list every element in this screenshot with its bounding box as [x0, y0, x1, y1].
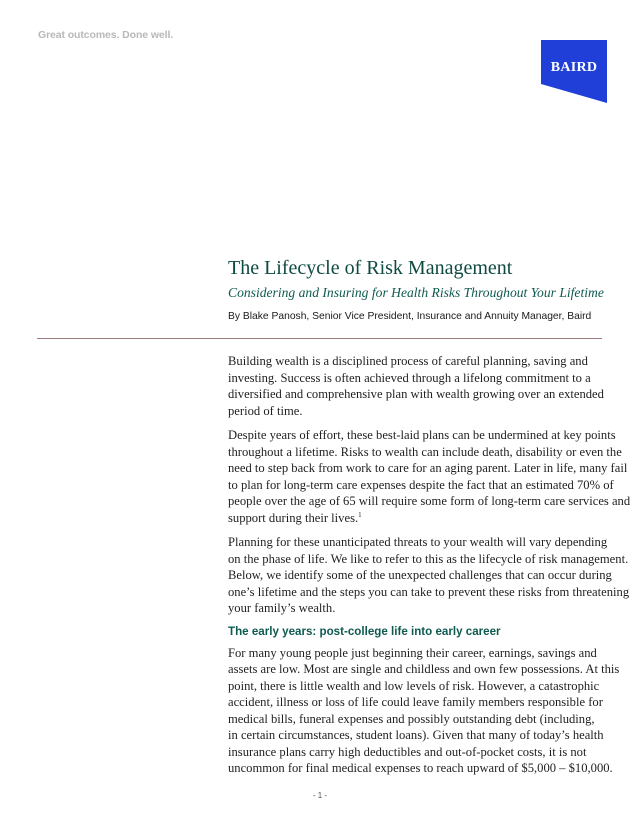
text-line: need to step back from work to care for an aging parent. Later in life, many fail — [228, 461, 628, 475]
text-line: medical bills, funeral expenses and possibly outstanding debt (including, — [228, 711, 595, 726]
tagline: Great outcomes. Done well. — [38, 29, 174, 41]
section-heading: The early years: post-college life into early career — [228, 624, 501, 638]
text-line: For many young people just beginning their career, earnings, savings and — [228, 645, 597, 660]
text-line: Below, we identify some of the unexpected challenges that can occur during — [228, 568, 612, 582]
paragraph-risks — [228, 427, 631, 526]
author-byline: By Blake Panosh, Senior Vice President, Insurance and Annuity Manager, Baird — [228, 311, 592, 322]
text-line: accident, illness or loss of life could leave family members responsible for — [228, 695, 603, 709]
page-subtitle: Considering and Insuring for Health Risks Throughout Your Lifetime — [228, 285, 604, 300]
paragraph-early-years — [228, 645, 620, 777]
text-line: one’s lifetime and the steps you can take to prevent these risks from threatening — [228, 584, 630, 599]
text-line: people over the age of 65 will require some form of long-term care services and — [228, 494, 631, 508]
text-line-content: support during their lives. — [228, 510, 359, 525]
logo-wordmark: BAIRD — [550, 60, 598, 75]
text-line: period of time. — [228, 403, 303, 418]
text-line: insurance plans carry high deductibles and out-of-pocket costs, it is not — [228, 744, 587, 759]
article-body — [228, 353, 631, 785]
text-line: uncommon for final medical expenses to reach upward of $5,000 – $10,000. — [228, 761, 613, 775]
text-line: Building wealth is a disciplined process of careful planning, saving and — [228, 354, 588, 368]
text-line: to plan for long-term care expenses despite the fact that an estimated 70% of — [228, 477, 614, 492]
text-line: throughout a lifetime. Risks to wealth can include death, disability or even the — [228, 444, 622, 459]
text-line: investing. Success is often achieved through a lifelong commitment to a — [228, 370, 591, 385]
baird-logo — [541, 40, 607, 103]
text-line: diversified and comprehensive plan with wealth growing over an extended — [228, 387, 604, 401]
text-line: your family’s wealth. — [228, 601, 336, 615]
paragraph-lifecycle — [228, 534, 630, 617]
page-title: The Lifecycle of Risk Management — [228, 257, 513, 279]
text-line: Despite years of effort, these best-laid plans can be undermined at key points — [228, 428, 616, 442]
paragraph-intro — [228, 353, 608, 419]
text-line: assets are low. Most are single and childless and own few possessions. At this — [228, 662, 620, 676]
text-line: Planning for these unanticipated threats to your wealth will vary depending — [228, 535, 608, 549]
text-line: point, there is little wealth and low levels of risk. However, a catastrophic — [228, 678, 600, 693]
page-number: - 1 - — [312, 791, 328, 800]
footnote-marker: 1 — [358, 510, 362, 519]
text-line: in certain circumstances, student loans). Given that many of today’s health — [228, 728, 604, 742]
text-line — [228, 510, 608, 527]
header-divider — [37, 338, 602, 339]
text-line: on the phase of life. We like to refer to this as the lifecycle of risk management. — [228, 551, 629, 566]
